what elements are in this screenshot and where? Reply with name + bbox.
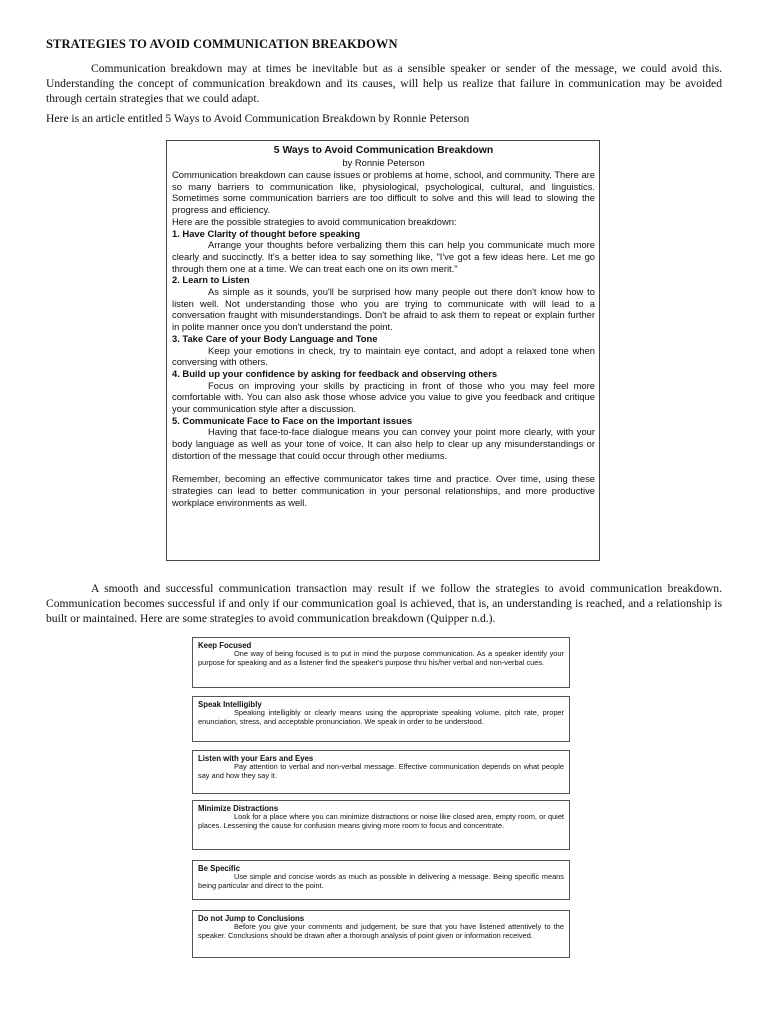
strategy-heading: Speak Intelligibly (198, 700, 262, 709)
strategy-body: Speaking intelligibly or clearly means using the appropriate speaking volume, pitch rate, proper enunciation, stress, and acceptable pronunciation. We speak in order to be understood. (198, 708, 564, 726)
strategy-card-listen (192, 750, 570, 794)
document-title: STRATEGIES TO AVOID COMMUNICATION BREAKDOWN (46, 37, 398, 51)
strategy-body: Before you give your comments and judgement, be sure that you have listened attentively to the speaker. Conclusions should be drawn after a thorough analysis of point given or information received. (198, 922, 564, 940)
strategy-card-speak-intelligibly (192, 696, 570, 742)
article-item-heading: 3. Take Care of your Body Language and Tone (172, 332, 378, 344)
article-lead: Here are the possible strategies to avoid communication breakdown: (172, 215, 457, 227)
strategy-card-minimize-distractions (192, 800, 570, 850)
article-title: 5 Ways to Avoid Communication Breakdown (273, 145, 494, 156)
strategy-body: One way of being focused is to put in mind the purpose communication. As a speaker identify your purpose for speaking and as a listener find the speaker's purpose thru his/her verbal and non-verbal cues. (198, 649, 564, 667)
transition-paragraph: A smooth and successful communication transaction may result if we follow the strategies to avoid communication breakdown. Communication becomes successful if and only if our communication goal is achieved, that is, an understanding is reached, and a relationship is built or maintained. Here are some strategies to avoid communication breakdown (Quipper n.d.). (46, 582, 722, 625)
strategy-card-keep-focused (192, 637, 570, 688)
strategy-card-be-specific (192, 860, 570, 900)
intro-paragraph: Communication breakdown may at times be inevitable but as a sensible speaker or sender of the message, we could avoid this. Understanding the concept of communication breakdown and its causes, will help us realize that failure in communication may be avoided through certain strategies that we could adapt. (46, 62, 722, 105)
article-item-body: Focus on improving your skills by practicing in front of those who you may feel more comfortable with. You can also ask those whose advice you value to give you feedback and critique your communication style after a discussion. (172, 379, 595, 415)
strategy-heading: Keep Focused (198, 641, 252, 650)
article-lead-text: Here is an article entitled 5 Ways to Avoid Communication Breakdown by Ronnie Peterson (46, 112, 470, 125)
article-item-heading: 5. Communicate Face to Face on the important issues (172, 414, 413, 426)
article-item-heading: 1. Have Clarity of thought before speaking (172, 227, 361, 239)
strategy-heading: Minimize Distractions (198, 804, 279, 813)
strategy-body: Use simple and concise words as much as possible in delivering a message. Being specific means being particular and direct to the point. (198, 872, 564, 890)
article-intro: Communication breakdown can cause issues or problems at home, school, and community. There are so many barriers to communication like, physiological, psychological, cultural, and linguistics. Sometimes some communication barriers are too difficult to solve and this will lead to slowing the progress and efficiency. (172, 169, 595, 216)
strategy-body: Pay attention to verbal and non-verbal message. Effective communication depends on what people say and how they say it. (198, 762, 564, 780)
spacer (172, 462, 595, 474)
article-item-body: Keep your emotions in check, try to maintain eye contact, and adopt a relaxed tone when conversing with others. (172, 344, 595, 368)
article-author: by Ronnie Peterson (342, 157, 425, 168)
article-item-heading: 4. Build up your confidence by asking for feedback and observing others (172, 367, 498, 379)
article-item-heading: 2. Learn to Listen (172, 274, 250, 286)
strategy-heading: Be Specific (198, 864, 241, 873)
article-item-body: Arrange your thoughts before verbalizing them this can help you communicate much more clearly and succinctly. It's a better idea to say something like, "I've got a few ideas here. Let me go through them one at a time. We can treat each one on its own merit." (172, 239, 595, 274)
article-closing: Remember, becoming an effective communicator takes time and practice. Over time, using these strategies can lead to better communication in your personal relationships, and more productive workplace environments as well. (172, 473, 595, 508)
strategy-heading: Do not Jump to Conclusions (198, 914, 305, 923)
article-box (166, 140, 600, 561)
strategy-card-no-conclusions (192, 910, 570, 958)
strategy-heading: Listen with your Ears and Eyes (198, 754, 314, 763)
article-item-body: As simple as it sounds, you'll be surprised how many people out there don't know how to listen well. Not understanding those who you are trying to communicate with will lead to a conversation fraught with misunderstandings. Don't be afraid to ask them to repeat or explain further in polite manner once you don't understand the point. (172, 286, 595, 333)
strategy-body: Look for a place where you can minimize distractions or noise like closed area, empty room, or quiet places. Lessening the cause for confusion means giving more room to focus and concentrate. (198, 812, 564, 830)
article-item-body: Having that face-to-face dialogue means you can convey your point more clearly, with your body language as well as your tone of voice. It can also help to clear up any misunderstandings or distortion of the message that could occur through other mediums. (172, 426, 595, 461)
